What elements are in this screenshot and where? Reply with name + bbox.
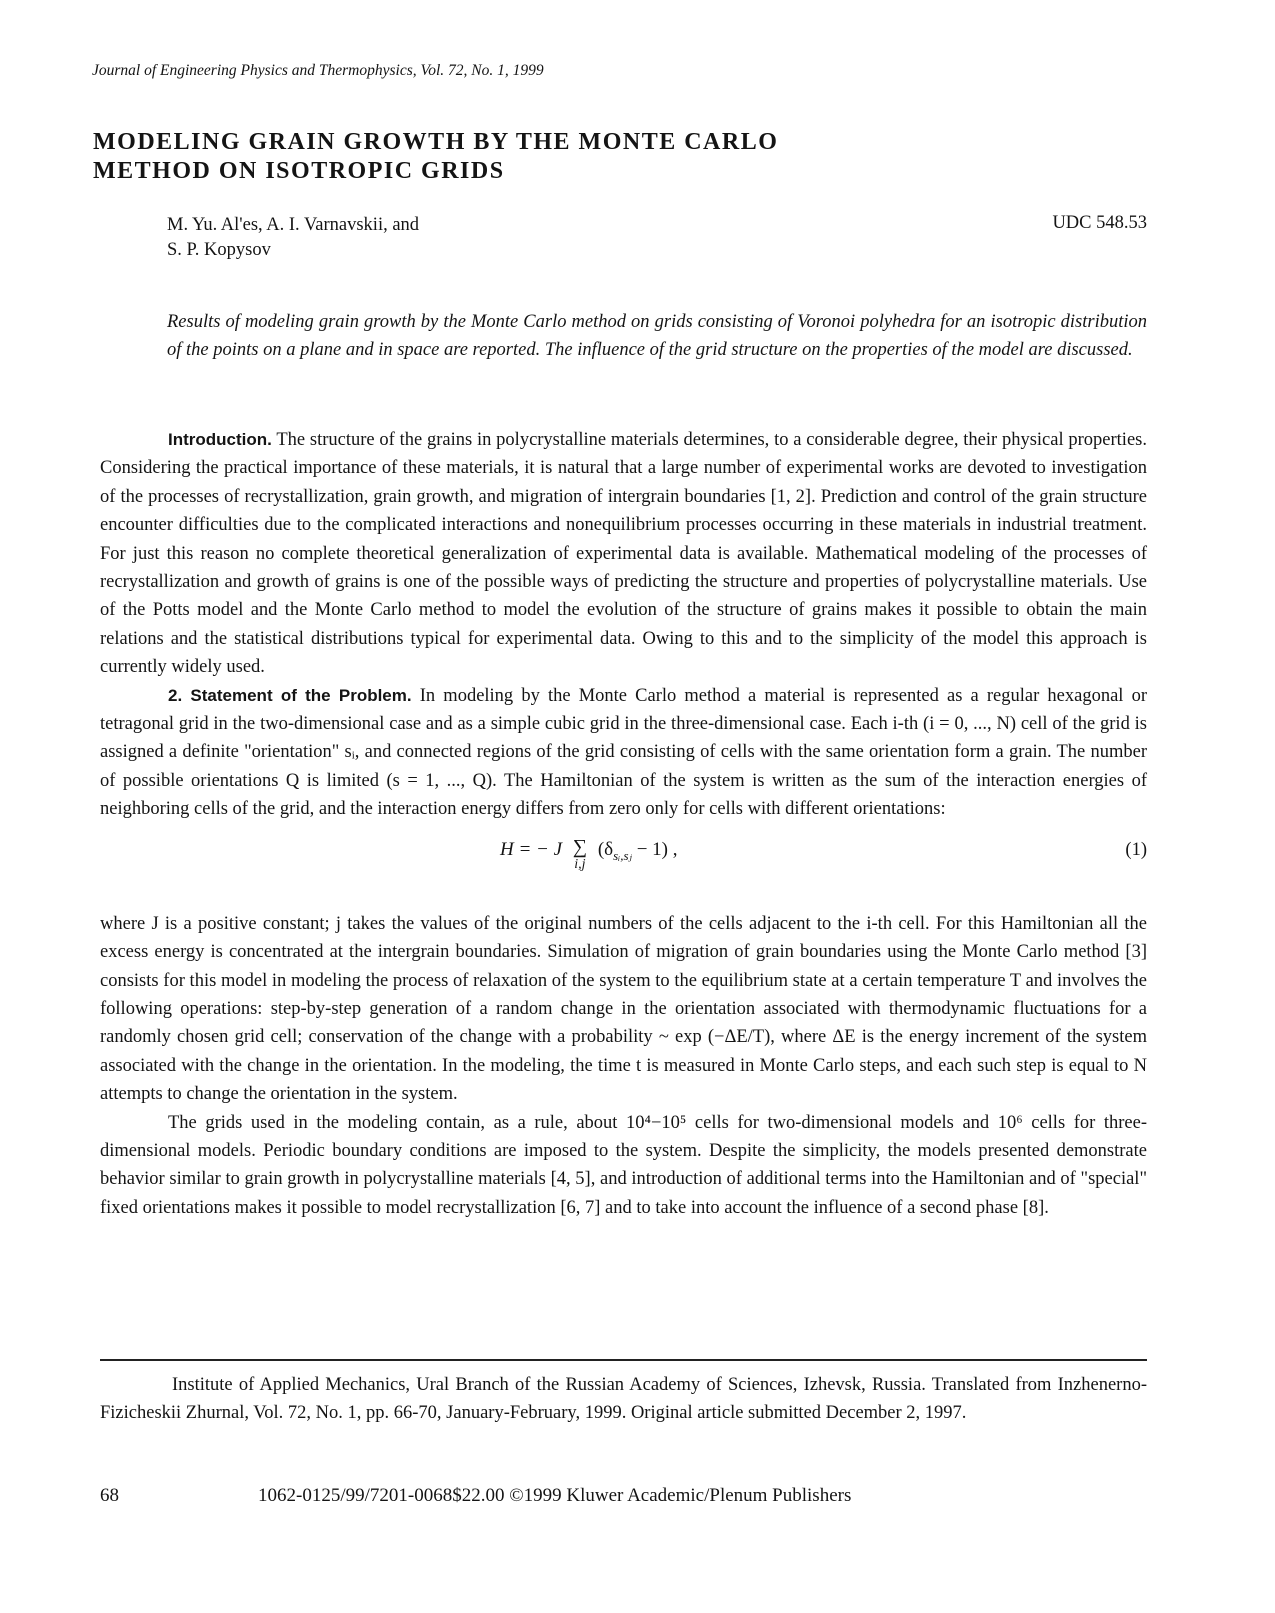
paragraph-text: The structure of the grains in polycrystalline materials determines, to a considerable degree, their physical properties. Considering the practical importance of these materials, it is natural that a large number of experimental works are devoted to investigation of the processes of recrystallization, grain growth, and migration of intergrain boundaries [1, 2]. Prediction and control of the grain structure encounter difficulties due to the complicated interactions and nonequilibrium processes occurring in these materials in industrial treatment. For just this reason no complete theoretical generalization of experimental data is available. Mathematical modeling of the processes of recrystallization and growth of grains is one of the possible ways of predicting the structure and properties of polycrystalline materials. Use of the Potts model and the Monte Carlo method to model the evolution of the structure of grains makes it possible to obtain the main relations and the statistical distributions typical for experimental data. Owing to this and to the simplicity of the model this approach is currently widely used. xyxy=(100,430,1147,678)
title-line: MODELING GRAIN GROWTH BY THE MONTE CARLO xyxy=(93,129,779,155)
paper-title xyxy=(93,128,778,186)
copyright-line: 1062-0125/99/7201-0068$22.00 ©1999 Kluwer Academic/Plenum Publishers xyxy=(258,1485,852,1506)
udc-code: UDC 548.53 xyxy=(1052,213,1147,233)
journal-header: Journal of Engineering Physics and Thermophysics, Vol. 72, No. 1, 1999 xyxy=(92,62,544,79)
footnote-text: Institute of Applied Mechanics, Ural Branch of the Russian Academy of Sciences, Izhevsk, Russia. Translated from Inzhenerno-Fizicheskii Zhurnal, Vol. 72, No. 1, pp. 66-70, January-February, 1999. Original article submitted December 2, 1997. xyxy=(100,1375,1147,1423)
eq-tail: − 1) , xyxy=(631,838,678,860)
sum-index: i,j xyxy=(574,856,586,872)
body-text xyxy=(100,426,1147,1222)
sum-symbol: ∑ xyxy=(572,835,588,858)
eq-lhs: H = − J xyxy=(500,838,563,860)
page-number: 68 xyxy=(100,1485,119,1506)
eq-delta: (δ xyxy=(597,838,614,860)
footnote-divider xyxy=(100,1359,1147,1361)
title-line: METHOD ON ISOTROPIC GRIDS xyxy=(93,158,505,184)
equation-number: (1) xyxy=(1125,839,1147,860)
section-heading: 2. Statement of the Problem. xyxy=(168,685,412,705)
author-line: S. P. Kopysov xyxy=(167,240,271,260)
eq-delta-sub: sᵢ,sⱼ xyxy=(613,847,632,863)
footnote xyxy=(100,1371,1147,1427)
equation-body xyxy=(500,836,678,872)
paragraph-statement xyxy=(100,682,1147,824)
equation-1 xyxy=(100,824,1147,910)
paragraph-text: In modeling by the Monte Carlo method a material is represented as a regular hexagonal or tetragonal grid in the two-dimensional case and as a simple cubic grid in the three-dimensional case. Each i-th (i = 0, ..., N) cell of the grid is assigned a definite "orientation" sᵢ, and connected regions of the grid consisting of cells with the same orientation form a grain. The number of possible orientations Q is limited (s = 1, ..., Q). The Hamiltonian of the system is written as the sum of the interaction energies of neighboring cells of the grid, and the interaction energy differs from zero only for cells with different orientations: xyxy=(100,685,1147,820)
paragraph: where J is a positive constant; j takes the values of the original numbers of the cells adjacent to the i-th cell. For this Hamiltonian all the excess energy is concentrated at the intergrain boundaries. Simulation of migration of grain boundaries using the Monte Carlo method [3] consists for this model in modeling the process of relaxation of the system to the equilibrium state at a certain temperature T and involves the following operations: step-by-step generation of a random change in the orientation associated with thermodynamic fluctuations for a randomly chosen grid cell; conservation of the change with a probability ~ exp (−ΔE/T), where ΔE is the energy increment of the system associated with the change in the orientation. In the modeling, the time t is measured in Monte Carlo steps, and each such step is equal to N attempts to change the orientation in the system. xyxy=(100,913,1147,1105)
authors xyxy=(167,213,419,263)
author-line: M. Yu. Al'es, A. I. Varnavskii, and xyxy=(167,215,420,235)
abstract: Results of modeling grain growth by the Monte Carlo method on grids consisting of Voronoi polyhedra for an isotropic distribution of the points on a plane and in space are reported. The influence of the grid structure on the properties of the model are discussed. xyxy=(167,312,1147,361)
paragraph-introduction xyxy=(100,426,1147,682)
section-heading: Introduction. xyxy=(168,430,272,449)
paragraph: The grids used in the modeling contain, as a rule, about 10⁴−10⁵ cells for two-dimensional models and 10⁶ cells for three-dimensional models. Periodic boundary conditions are imposed to the system. Despite the simplicity, the models presented demonstrate behavior similar to grain growth in polycrystalline materials [4, 5], and introduction of additional terms into the Hamiltonian and of "special" fixed orientations makes it possible to model recrystallization [6, 7] and to take into account the influence of a second phase [8]. xyxy=(100,1112,1147,1218)
